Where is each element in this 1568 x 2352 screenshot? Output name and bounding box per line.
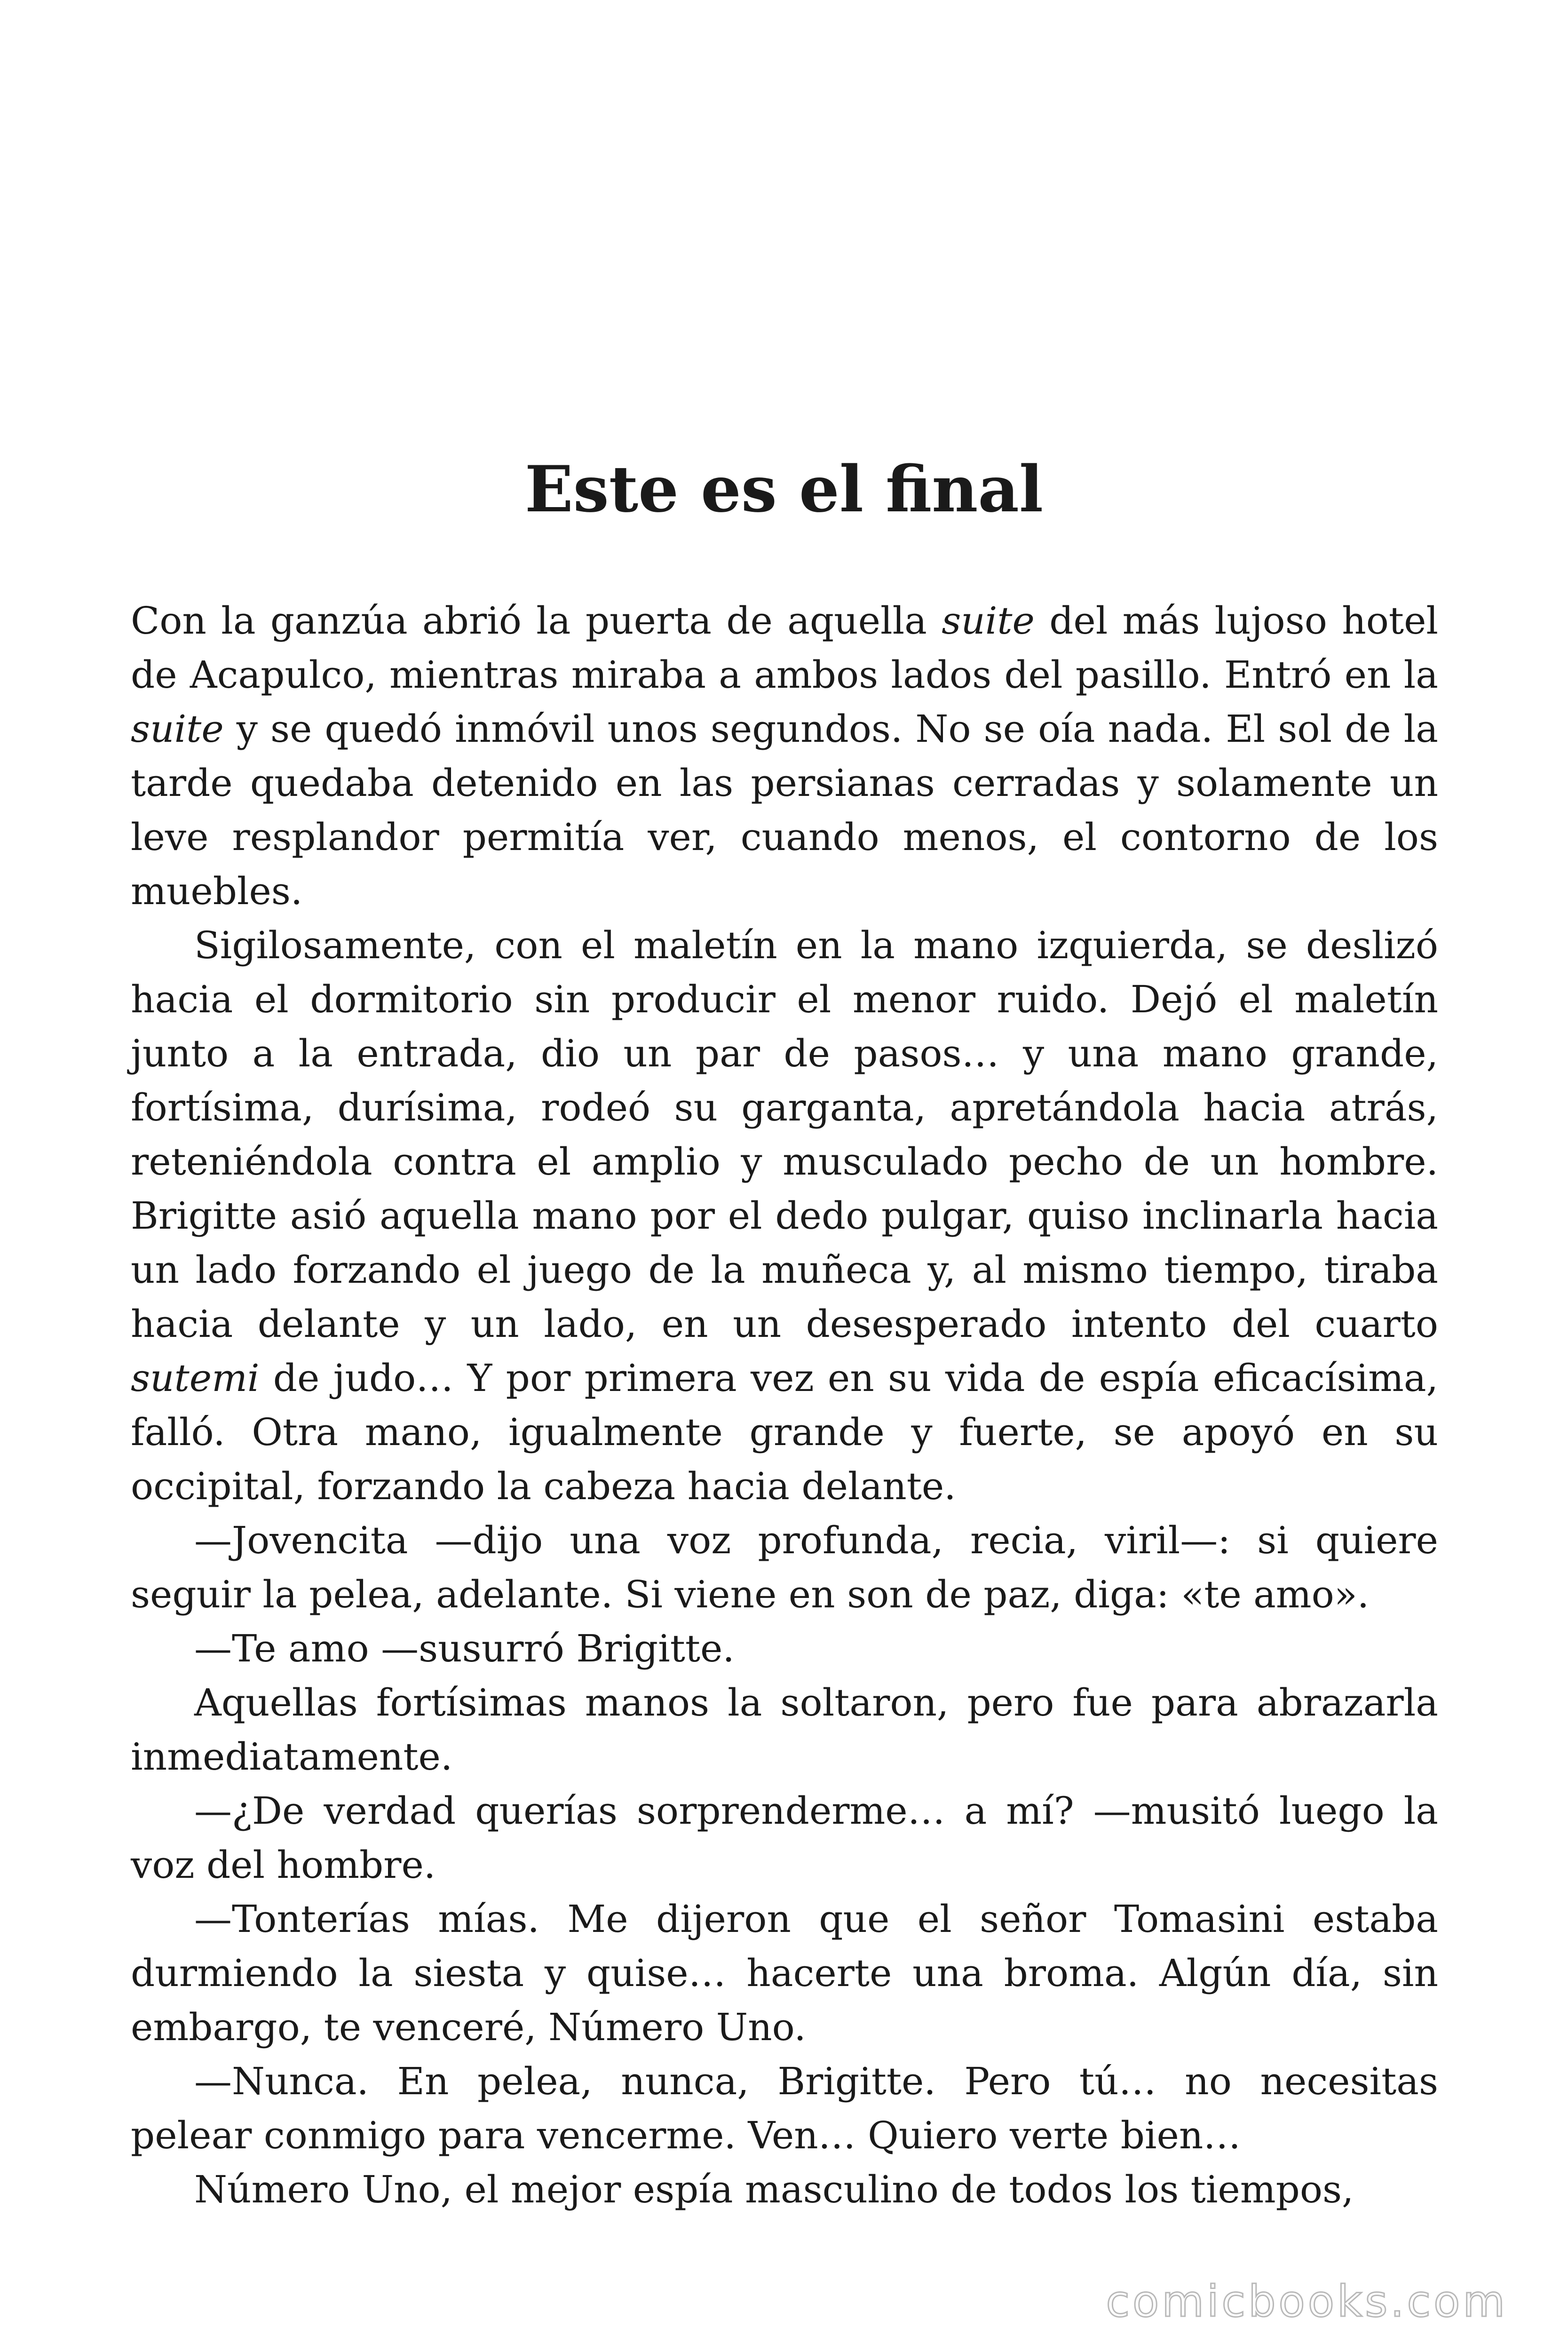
chapter-title: Este es el final [524, 452, 1044, 526]
paragraph [131, 1892, 1438, 2054]
paragraph [131, 1513, 1438, 1621]
paragraph [131, 918, 1438, 1513]
paragraph [131, 2162, 1438, 2217]
text-segment: de judo… Y por primera vez en su vida de espía eficacísima, falló. Otra mano, igualmente grande y fuerte, se apoyó en su occipital, forzando la cabeza hacia delante. [131, 1356, 1438, 1508]
text-segment: —¿De verdad querías sorprenderme… a mí? —musitó luego la voz del hombre. [131, 1789, 1438, 1887]
text-segment: Sigilosamente, con el maletín en la mano izquierda, se deslizó hacia el dormitorio sin producir el menor ruido. Dejó el maletín junto a la entrada, dio un par de pasos… y una mano grande, fortísima, durísima, rodeó su garganta, apretándola hacia atrás, reteniéndola contra el amplio y musculado pecho de un hombre. Brigitte asió aquella mano por el dedo pulgar, quiso inclinarla hacia un lado forzando el juego de la muñeca y, al mismo tiempo, tiraba hacia delante y un lado, en un desesperado intento del cuarto [131, 923, 1438, 1346]
italic-term: suite [942, 599, 1035, 643]
italic-term: sutemi [131, 1356, 260, 1400]
paragraph [131, 594, 1438, 918]
italic-term: suite [131, 707, 224, 751]
text-segment: —Jovencita —dijo una voz profunda, recia, viril—: si quiere seguir la pelea, adelante. Si viene en son de paz, diga: «te amo». [131, 1518, 1438, 1616]
text-segment: —Te amo —susurró Brigitte. [194, 1627, 735, 1670]
text-segment: del más lujoso hotel de Acapulco, mientras miraba a ambos lados del pasillo. Entró en la [131, 599, 1439, 697]
paragraph [131, 2054, 1438, 2162]
text-segment: Aquellas fortísimas manos la soltaron, pero fue para abrazarla inmediatamente. [131, 1681, 1438, 1779]
paragraph [131, 1784, 1438, 1892]
text-segment: Con la ganzúa abrió la puerta de aquella [131, 599, 942, 643]
paragraph [131, 1621, 1438, 1676]
paragraph [131, 1676, 1438, 1784]
text-segment: —Nunca. En pelea, nunca, Brigitte. Pero tú… no necesitas pelear conmigo para vencerme. Ven… Quiero verte bien… [131, 2059, 1438, 2157]
watermark-text: comicbooks.com [1106, 2276, 1508, 2327]
text-segment: y se quedó inmóvil unos segundos. No se oía nada. El sol de la tarde quedaba detenido en las persianas cerradas y solamente un leve resplandor permitía ver, cuando menos, el contorno de los muebles. [131, 707, 1438, 913]
text-segment: —Tonterías mías. Me dijeron que el señor Tomasini estaba durmiendo la siesta y quise… hacerte una broma. Algún día, sin embargo, te venceré, Número Uno. [131, 1897, 1438, 2049]
text-segment: Número Uno, el mejor espía masculino de todos los tiempos, [194, 2168, 1354, 2211]
body-text [131, 594, 1438, 2217]
